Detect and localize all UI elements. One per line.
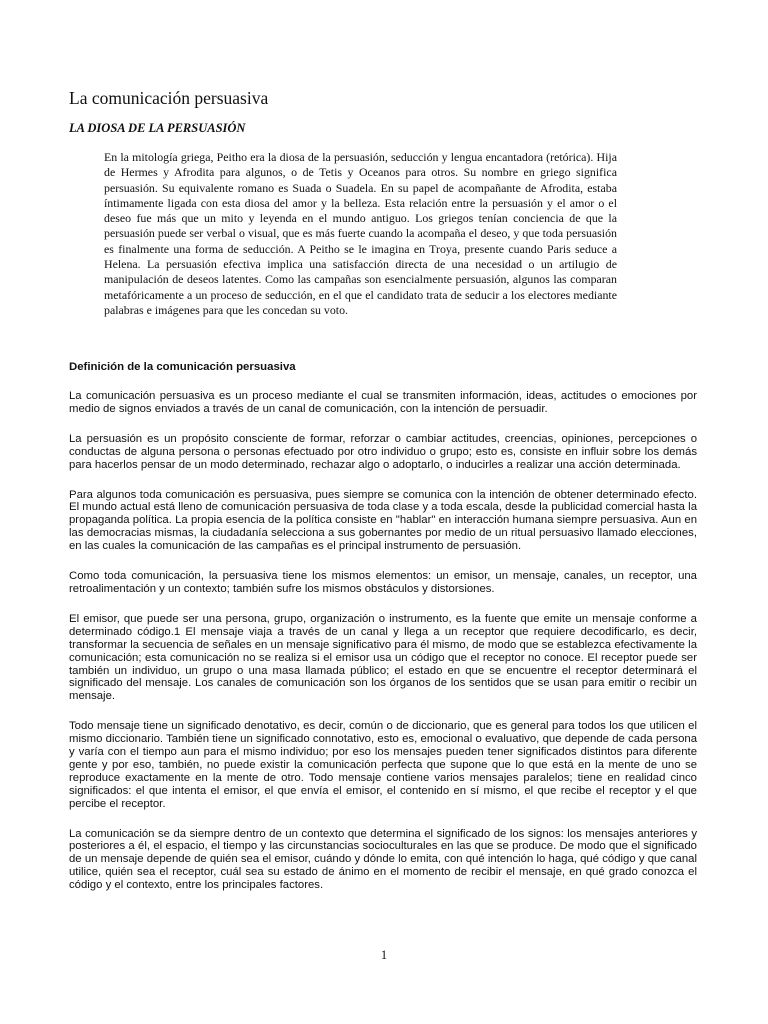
body-paragraph: El emisor, que puede ser una persona, grupo, organización o instrumento, es la fuente que emite un mensaje conforme a determinado código.1 El mensaje viaja a través de un canal y llega a un receptor que requiere decodificarlo, es decir, transformar la secuencia de señales en un mensaje significativo para él mismo, de modo que se establezca efectivamente la comunicación; esta comunicación no se realiza si el emisor usa un código que el receptor no conoce. El receptor puede ser también un individuo, un grupo o una masa llamada público; el estado en que se encuentre el receptor determinará el significado del mensaje. Los canales de comunicación son los órganos de los sentidos que se usan para emitir o recibir un mensaje. <box>69 612 697 703</box>
body-paragraph: Como toda comunicación, la persuasiva tiene los mismos elementos: un emisor, un mensaje, canales, un receptor, una retroalimentación y un contexto; también sufre los mismos obstáculos y distorsiones. <box>69 570 697 595</box>
body-paragraph: La comunicación persuasiva es un proceso mediante el cual se transmiten información, ideas, actitudes o emociones por medio de signos enviados a través de un canal de comunicación, con la intención de persuadir. <box>69 390 697 415</box>
page-title: La comunicación persuasiva <box>69 88 269 108</box>
body-paragraph: La comunicación se da siempre dentro de un contexto que determina el significado de los signos: los mensajes anteriores y posteriores a él, el espacio, el tiempo y las circunstancias socioculturales en las que se produce. De modo que el significado de un mensaje depende de quién sea el emisor, cuándo y dónde lo emita, con qué intención lo haga, qué código y que canal utilice, quién sea el receptor, cuál sea su estado de ánimo en el momento de recibir el mensaje, en qué grado conozca el código y el contexto, entre los principales factores. <box>69 827 697 892</box>
body-paragraph: Todo mensaje tiene un significado denotativo, es decir, común o de diccionario, que es general para todos los que utilicen el mismo diccionario. También tiene un significado connotativo, esto es, emocional o evaluativo, que depende de cada persona y varía con el tiempo aun para el mismo individuo; por eso los mensajes pueden tener significados distintos para diferente gente y por eso, también, no puede existir la comunicación perfecta que supone que lo que está en la mente de uno se reproduce exactamente en la mente de otro. Todo mensaje contiene varios mensajes paralelos; tiene en realidad cinco significados: el que intenta el emisor, el que envía el emisor, el contenido en sí mismo, el que recibe el receptor y el que percibe el receptor. <box>69 720 697 810</box>
page-number: 1 <box>380 948 388 962</box>
definition-subheading: Definición de la comunicación persuasiva <box>69 361 296 373</box>
body-text <box>69 390 697 909</box>
intro-paragraph: En la mitología griega, Peitho era la diosa de la persuasión, seducción y lengua encantadora (retórica). Hija de Hermes y Afrodita para algunos, o de Tetis y Oceanos para otros. Su nombre en griego significa persuasión. Su equivalente romano es Suada o Suadela. En su papel de acompañante de Afrodita, estaba íntimamente ligada con esta diosa del amor y la belleza. Esta relación entre la persuasión y el amor o el deseo fue más que un mito y leyenda en el mundo antiguo. Los griegos tenían conciencia de que la persuasión puede ser verbal o visual, que es más fuerte cuando la acompaña el deseo, y que toda persuasión es finalmente una forma de seducción. A Peitho se le imagina en Troya, presente cuando Paris seduce a Helena. La persuasión efectiva implica una satisfacción directa de una necesidad o un artilugio de manipulación de deseos latentes. Como las campañas son esencialmente persuasión, algunos las comparan metafóricamente a un proceso de seducción, en el que el candidato trata de seducir a los electores mediante palabras e imágenes para que les concedan su voto. <box>104 150 617 317</box>
body-paragraph: Para algunos toda comunicación es persuasiva, pues siempre se comunica con la intención de obtener determinado efecto. El mundo actual está lleno de comunicación persuasiva de toda clase y a toda escala, desde la publicidad comercial hasta la propaganda política. La propia esencia de la política consiste en "hablar" en interacción humana siempre persuasiva. Aun en las democracias mismas, la ciudadanía selecciona a sus gobernantes por medio de un ritual persuasivo llamado elecciones, en las cuales la comunicación de las campañas es el principal instrumento de persuasión. <box>69 488 697 553</box>
section-title: LA DIOSA DE LA PERSUASIÓN <box>69 121 246 135</box>
body-paragraph: La persuasión es un propósito consciente de formar, reforzar o cambiar actitudes, creencias, opiniones, percepciones o conductas de alguna persona o personas efectuado por otro individuo o grupo; esto es, consiste en influir sobre los demás para hacerlos pensar de un modo determinado, rechazar algo o adoptarlo, o inducirles a realizar una acción determinada. <box>69 432 697 471</box>
